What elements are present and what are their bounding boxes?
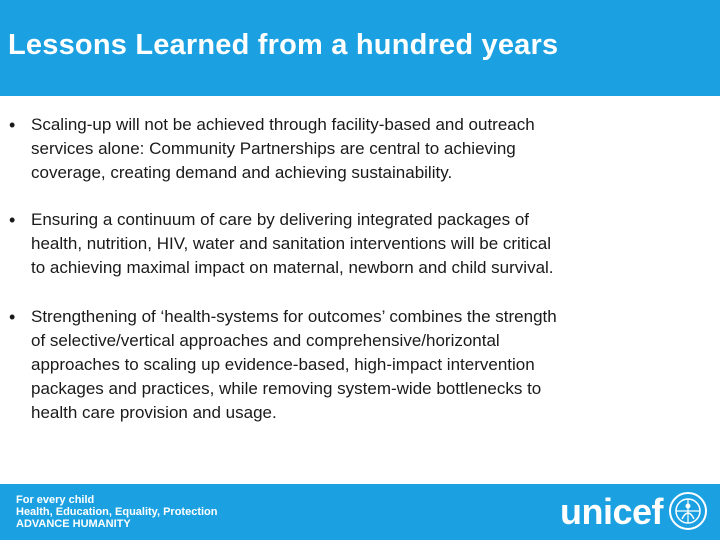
bullet-text bbox=[31, 305, 661, 425]
tagline-line: For every child bbox=[16, 494, 95, 506]
bullet-line: health care provision and usage. bbox=[31, 403, 277, 422]
bullet-dot: • bbox=[9, 115, 16, 135]
tagline-line: Health, Education, Equality, Protection bbox=[16, 506, 218, 518]
tagline-line: ADVANCE HUMANITY bbox=[16, 518, 131, 530]
bullet-line: approaches to scaling up evidence-based, high-impact intervention bbox=[31, 355, 535, 374]
unicef-logo: unicef bbox=[560, 491, 664, 532]
bullet-line: to achieving maximal impact on maternal, newborn and child survival. bbox=[31, 258, 554, 277]
footer-tagline bbox=[16, 494, 218, 530]
bullet-line: health, nutrition, HIV, water and sanitation interventions will be critical bbox=[31, 234, 552, 253]
bullet-text bbox=[31, 113, 661, 185]
bullet-dot: • bbox=[9, 307, 16, 327]
slide-title: Lessons Learned from a hundred years bbox=[8, 29, 559, 61]
bullet-line: of selective/vertical approaches and comprehensive/horizontal bbox=[31, 331, 500, 350]
bullet-line: coverage, creating demand and achieving sustainability. bbox=[31, 163, 453, 182]
unicef-emblem-icon bbox=[668, 491, 708, 531]
bullet-line: Strengthening of ‘health-systems for outcomes’ combines the strength bbox=[31, 307, 557, 326]
bullet-line: services alone: Community Partnerships are central to achieving bbox=[31, 139, 516, 158]
footer-bar bbox=[0, 484, 720, 540]
bullet-line: Scaling-up will not be achieved through facility-based and outreach bbox=[31, 115, 535, 134]
title-bar bbox=[0, 0, 720, 96]
bullet-text bbox=[31, 208, 661, 280]
bullet-line: packages and practices, while removing system-wide bottlenecks to bbox=[31, 379, 542, 398]
bullet-dot: • bbox=[9, 210, 16, 230]
bullet-line: Ensuring a continuum of care by delivering integrated packages of bbox=[31, 210, 530, 229]
